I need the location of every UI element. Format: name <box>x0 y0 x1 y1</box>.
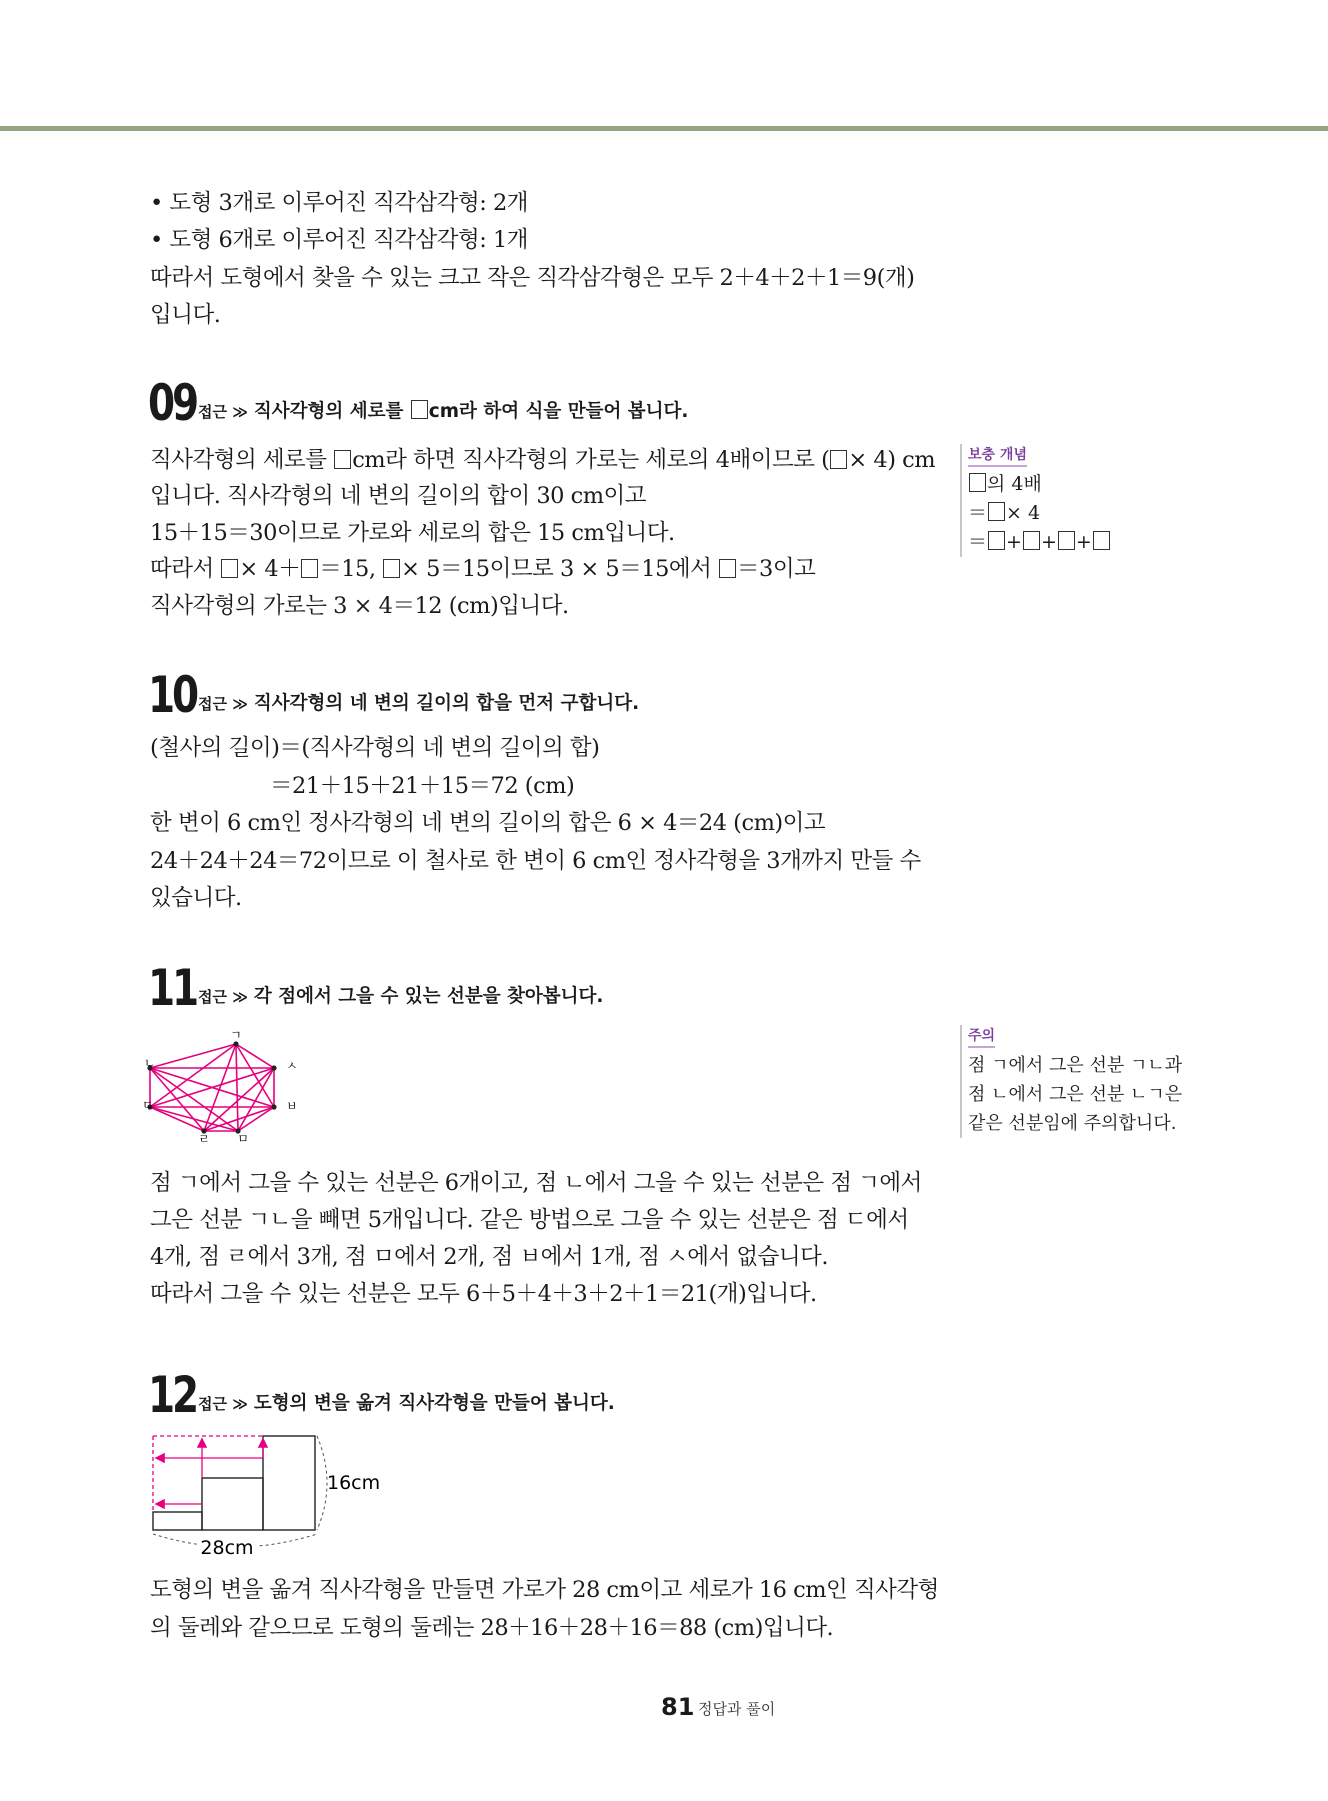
side-note-line <box>968 470 1111 499</box>
text-line <box>150 550 815 588</box>
side-note-caution <box>960 1025 1182 1138</box>
segment-line <box>236 1044 274 1068</box>
text-line: (철사의 길이)＝(직사각형의 네 변의 길이의 합) <box>150 735 600 761</box>
approach-heading <box>198 400 688 424</box>
problem-number: 09 <box>148 374 197 432</box>
text-line: 의 둘레와 같으므로 도형의 둘레는 28＋16＋28＋16＝88 (cm)입니다. <box>150 1615 834 1641</box>
text-line: 도형의 변을 옮겨 직사각형을 만들면 가로가 28 cm이고 세로가 16 cm인 직사각형 <box>150 1577 939 1603</box>
text-segment: + <box>1040 531 1057 553</box>
side-note-line: 같은 선분임에 주의합니다. <box>968 1113 1177 1134</box>
point-label: ㄷ <box>142 1098 154 1112</box>
side-note-line: 점 ㄴ에서 그은 선분 ㄴㄱ은 <box>968 1084 1183 1105</box>
text-segment: ＝ <box>968 502 988 524</box>
point-label: ㅁ <box>237 1132 249 1146</box>
text-segment: × 4＋ <box>239 556 301 582</box>
blank-box-icon <box>969 473 986 492</box>
approach-heading <box>198 985 603 1009</box>
segment-line <box>238 1107 274 1131</box>
approach-tag: 접근 ≫ <box>198 403 248 421</box>
blank-box-icon <box>1058 531 1075 550</box>
approach-text: 직사각형의 세로를 <box>253 401 404 422</box>
vertex-dot <box>233 1041 238 1046</box>
side-note-concept <box>960 444 1111 557</box>
approach-text: 도형의 변을 옮겨 직사각형을 만들어 봅니다. <box>253 1393 615 1414</box>
blank-box-icon <box>221 559 238 578</box>
segment-line <box>150 1068 238 1131</box>
blank-box-icon <box>1023 531 1040 550</box>
text-segment: ＝ <box>968 531 988 553</box>
text-segment: + <box>1075 531 1092 553</box>
vertex-dot <box>271 1065 276 1070</box>
approach-tag: 접근 ≫ <box>198 1395 248 1413</box>
blank-box-icon <box>383 559 400 578</box>
approach-text: 각 점에서 그을 수 있는 선분을 찾아봅니다. <box>253 986 604 1007</box>
text-segment: × 5＝15이므로 3 × 5＝15에서 <box>401 556 712 582</box>
text-line: 한 변이 6 cm인 정사각형의 네 변의 길이의 합은 6 × 4＝24 (cm)이고 <box>150 810 826 836</box>
segment-line <box>204 1068 274 1131</box>
dimension-label: 16cm <box>327 1472 381 1494</box>
step-rect <box>263 1436 315 1530</box>
approach-tag: 접근 ≫ <box>198 988 248 1006</box>
segment-line <box>150 1044 236 1068</box>
approach-text: cm라 하여 식을 만들어 봅니다. <box>428 401 689 422</box>
point-label: ㅅ <box>286 1059 298 1073</box>
footer-label: 정답과 풀이 <box>698 1700 776 1718</box>
dimension-curve <box>317 1436 327 1530</box>
side-note-line <box>968 499 1111 528</box>
text-segment: ＝3이고 <box>737 556 816 582</box>
segment-line <box>236 1044 238 1131</box>
top-accent-bar <box>0 126 1328 131</box>
text-line: 입니다. <box>150 302 221 328</box>
text-line: 따라서 그을 수 있는 선분은 모두 6＋5＋4＋3＋2＋1＝21(개)입니다. <box>150 1281 817 1307</box>
step-rect <box>153 1512 202 1530</box>
approach-heading <box>198 1392 615 1416</box>
blank-box-icon <box>988 502 1005 521</box>
text-segment: × 4) cm <box>848 447 936 473</box>
vertex-dot <box>271 1104 276 1109</box>
blank-box-icon <box>719 559 736 578</box>
segment-line <box>150 1044 236 1107</box>
bullet-line: • 도형 3개로 이루어진 직각삼각형: 2개 <box>150 190 529 216</box>
text-segment: + <box>1006 531 1022 553</box>
point-label: ㅂ <box>286 1099 298 1113</box>
problem-number: 12 <box>148 1366 197 1424</box>
blank-box-icon <box>830 450 847 469</box>
text-line: 입니다. 직사각형의 네 변의 길이의 합이 30 cm이고 <box>150 483 647 509</box>
point-label: ㄱ <box>230 1028 242 1042</box>
point-label: ㄹ <box>198 1132 210 1146</box>
dimension-label: 28cm <box>200 1537 254 1559</box>
blank-box-icon <box>411 400 428 419</box>
text-line: 4개, 점 ㄹ에서 3개, 점 ㅁ에서 2개, 점 ㅂ에서 1개, 점 ㅅ에서 없습니다. <box>150 1244 828 1270</box>
page-number: 81 <box>661 1693 695 1721</box>
problem-number: 11 <box>148 959 197 1017</box>
text-line: 점 ㄱ에서 그을 수 있는 선분은 6개이고, 점 ㄴ에서 그을 수 있는 선분은 점 ㄱ에서 <box>150 1170 922 1196</box>
text-segment: cm라 하면 직사각형의 가로는 세로의 4배이므로 ( <box>352 447 830 473</box>
heptagon-diagram <box>140 1025 310 1155</box>
segment-line <box>204 1107 274 1131</box>
bullet-line: • 도형 6개로 이루어진 직각삼각형: 1개 <box>150 227 529 253</box>
text-line: 15＋15＝30이므로 가로와 세로의 합은 15 cm입니다. <box>150 520 675 546</box>
blank-box-icon <box>1093 531 1110 550</box>
segment-line <box>150 1068 204 1131</box>
blank-box-icon <box>334 450 351 469</box>
blank-box-icon <box>988 531 1005 550</box>
text-segment: 따라서 <box>150 556 214 582</box>
approach-heading <box>198 692 639 716</box>
problem-number: 10 <box>148 666 197 724</box>
text-line: 따라서 도형에서 찾을 수 있는 크고 작은 직각삼각형은 모두 2＋4＋2＋1＝9(개) <box>150 265 915 291</box>
text-segment: × 4 <box>1006 502 1041 524</box>
text-segment: ＝15, <box>319 556 376 582</box>
side-note-title: 주의 <box>968 1026 995 1048</box>
side-note-line: 점 ㄱ에서 그은 선분 ㄱㄴ과 <box>968 1055 1183 1076</box>
point-label: ㄴ <box>144 1056 156 1070</box>
approach-tag: 접근 ≫ <box>198 695 248 713</box>
text-line: 24＋24＋24＝72이므로 이 철사로 한 변이 6 cm인 정사각형을 3개까지 만들 수 <box>150 848 921 874</box>
text-segment: 의 4배 <box>987 473 1042 495</box>
side-note-title: 보충 개념 <box>968 445 1027 467</box>
text-line: 그은 선분 ㄱㄴ을 빼면 5개입니다. 같은 방법으로 그을 수 있는 선분은 점 ㄷ에서 <box>150 1207 909 1233</box>
text-line: ＝21＋15＋21＋15＝72 (cm) <box>270 773 575 799</box>
text-segment: 직사각형의 세로를 <box>150 447 327 473</box>
text-line: 있습니다. <box>150 885 242 911</box>
blank-box-icon <box>301 559 318 578</box>
side-note-line <box>968 528 1111 557</box>
step-rect <box>202 1478 263 1530</box>
approach-text: 직사각형의 네 변의 길이의 합을 먼저 구합니다. <box>253 693 640 714</box>
staircase-diagram <box>145 1430 405 1560</box>
text-line <box>150 441 935 479</box>
text-line: 직사각형의 가로는 3 × 4＝12 (cm)입니다. <box>150 593 569 619</box>
